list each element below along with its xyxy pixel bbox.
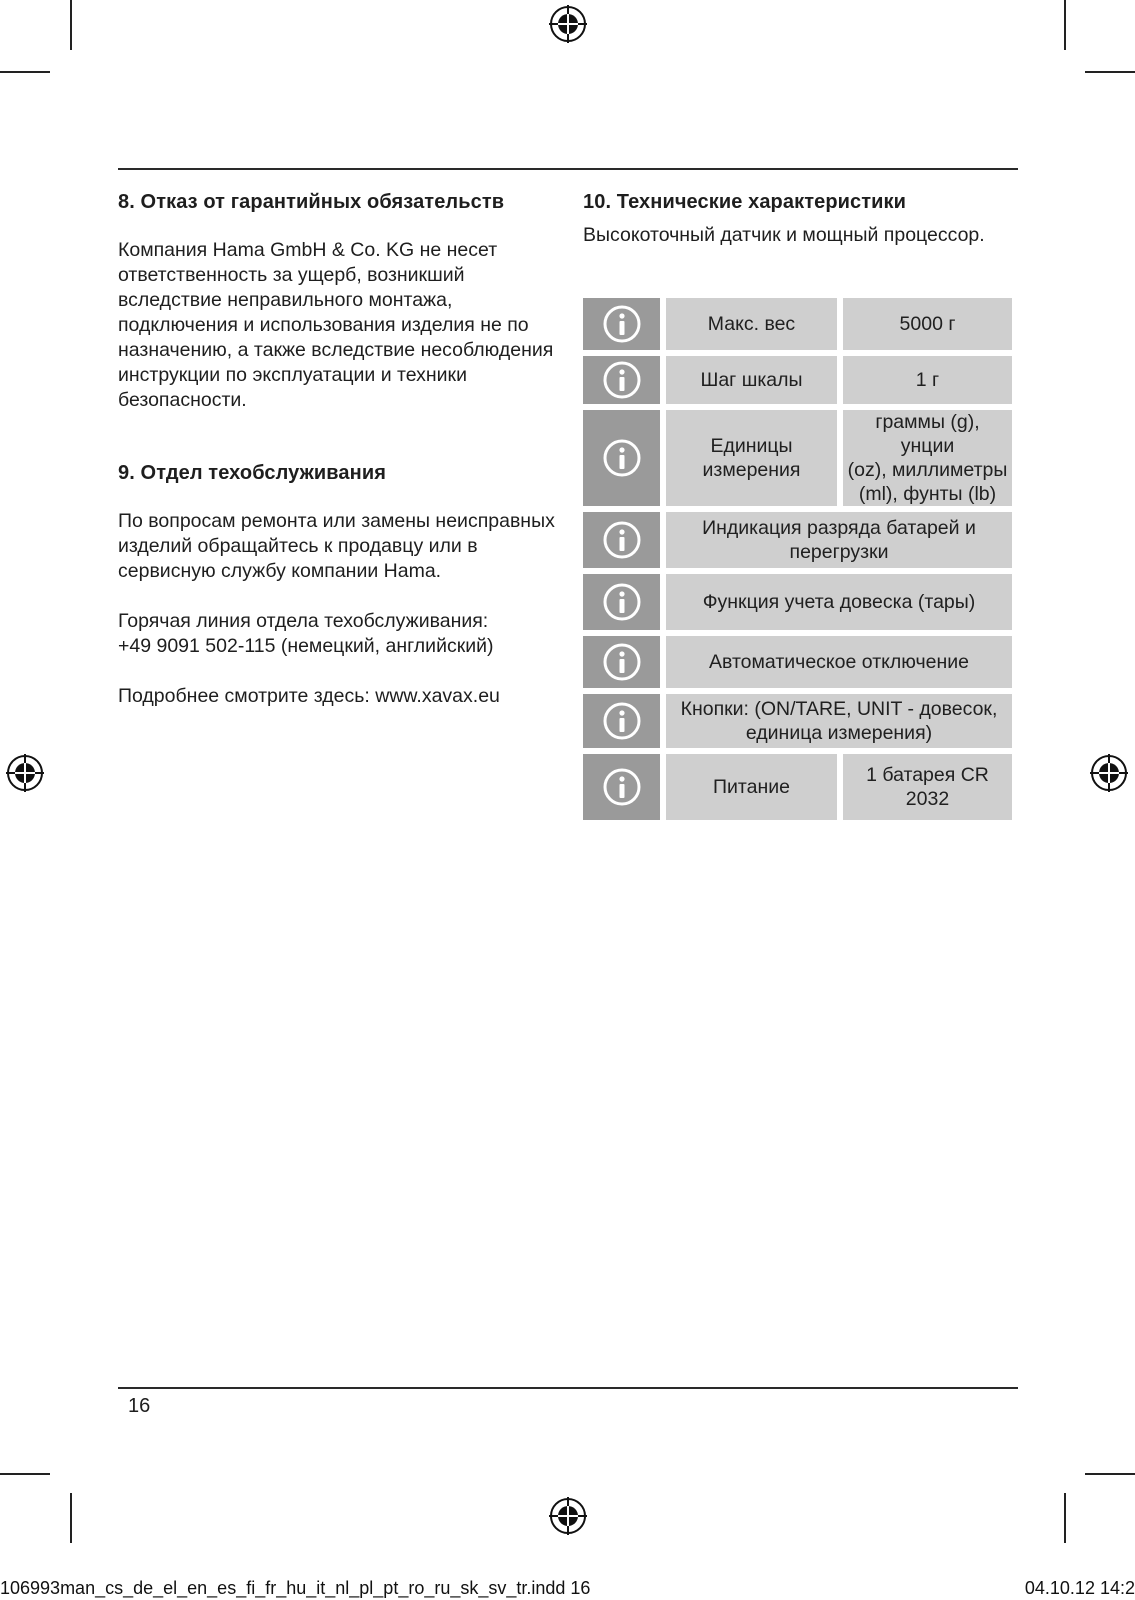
info-icon	[602, 701, 642, 741]
spec-row	[583, 512, 1012, 568]
left-column	[118, 190, 558, 709]
spec-icon-cell	[583, 694, 660, 748]
spec-label: Единицы измерения	[666, 410, 837, 506]
info-icon	[602, 642, 642, 682]
crop-mark	[70, 0, 72, 50]
section-10-heading: 10. Технические характеристики	[583, 191, 907, 213]
spec-label: Питание	[666, 754, 837, 820]
crop-mark	[0, 71, 50, 73]
spec-row	[583, 636, 1012, 688]
crop-mark	[0, 1473, 50, 1475]
spec-table	[577, 292, 1018, 826]
spec-value: граммы (g), унции (oz), миллиметры (ml), фунты (lb)	[843, 410, 1012, 506]
spec-icon-cell	[583, 574, 660, 630]
spec-icon-cell	[583, 754, 660, 820]
spec-label: Макс. вес	[666, 298, 837, 350]
print-slug-file: 106993man_cs_de_el_en_es_fi_fr_hu_it_nl_pl_pt_ro_ru_sk_sv_tr.indd 16	[0, 1578, 591, 1598]
header-rule	[118, 168, 1018, 170]
crop-mark	[70, 1493, 72, 1543]
section-10-intro: Высокоточный датчик и мощный процессор.	[583, 224, 985, 246]
print-slug-date: 04.10.12 14:2	[1024, 1578, 1135, 1598]
spec-row	[583, 410, 1012, 506]
section-9-text: По вопросам ремонта или замены неисправных изделий обращайтесь к продавцу или в сервисную службу компании Hama.	[118, 510, 555, 582]
spec-label: Автоматическое отключение	[666, 636, 1012, 688]
spec-icon-cell	[583, 410, 660, 506]
crop-mark	[1085, 1473, 1135, 1475]
spec-row	[583, 356, 1012, 404]
section-9-heading: 9. Отдел техобслуживания	[118, 462, 386, 484]
spec-value: 5000 г	[843, 298, 1012, 350]
info-icon	[602, 360, 642, 400]
right-column	[583, 190, 1023, 248]
info-icon	[602, 767, 642, 807]
footer-rule	[118, 1387, 1018, 1389]
spec-row	[583, 694, 1012, 748]
spec-icon-cell	[583, 298, 660, 350]
hotline-text: Горячая линия отдела техобслуживания: +49 9091 502-115 (немецкий, английский)	[118, 610, 494, 657]
registration-mark-icon	[549, 1497, 587, 1535]
page-number: 16	[128, 1395, 151, 1417]
info-icon	[602, 438, 642, 478]
spec-row	[583, 298, 1012, 350]
info-icon	[602, 304, 642, 344]
section-8-text: Компания Hama GmbH & Co. KG не несет ответственность за ущерб, возникший вследствие неправильного монтажа, подключения и использования изделия не по назначению, а также вследствие несоблюдения инструкции по эксплуатации и техники безопасности.	[118, 239, 554, 411]
section-8-heading: 8. Отказ от гарантийных обязательств	[118, 191, 505, 213]
spec-label: Шаг шкалы	[666, 356, 837, 404]
crop-mark	[1064, 0, 1066, 50]
spec-label: Индикация разряда батарей и перегрузки	[666, 512, 1012, 568]
spec-icon-cell	[583, 356, 660, 404]
spec-row	[583, 574, 1012, 630]
registration-mark-icon	[549, 5, 587, 43]
crop-mark	[1085, 71, 1135, 73]
info-icon	[602, 582, 642, 622]
crop-mark	[1064, 1493, 1066, 1543]
spec-row	[583, 754, 1012, 820]
info-icon	[602, 520, 642, 560]
registration-mark-icon	[1090, 754, 1128, 792]
spec-value: 1 батарея CR 2032	[843, 754, 1012, 820]
spec-value: 1 г	[843, 356, 1012, 404]
spec-label: Функция учета довеска (тары)	[666, 574, 1012, 630]
website-text: Подробнее смотрите здесь: www.xavax.eu	[118, 685, 500, 707]
spec-icon-cell	[583, 636, 660, 688]
registration-mark-icon	[6, 754, 44, 792]
spec-icon-cell	[583, 512, 660, 568]
spec-label: Кнопки: (ON/TARE, UNIT - довесок, единица измерения)	[666, 694, 1012, 748]
